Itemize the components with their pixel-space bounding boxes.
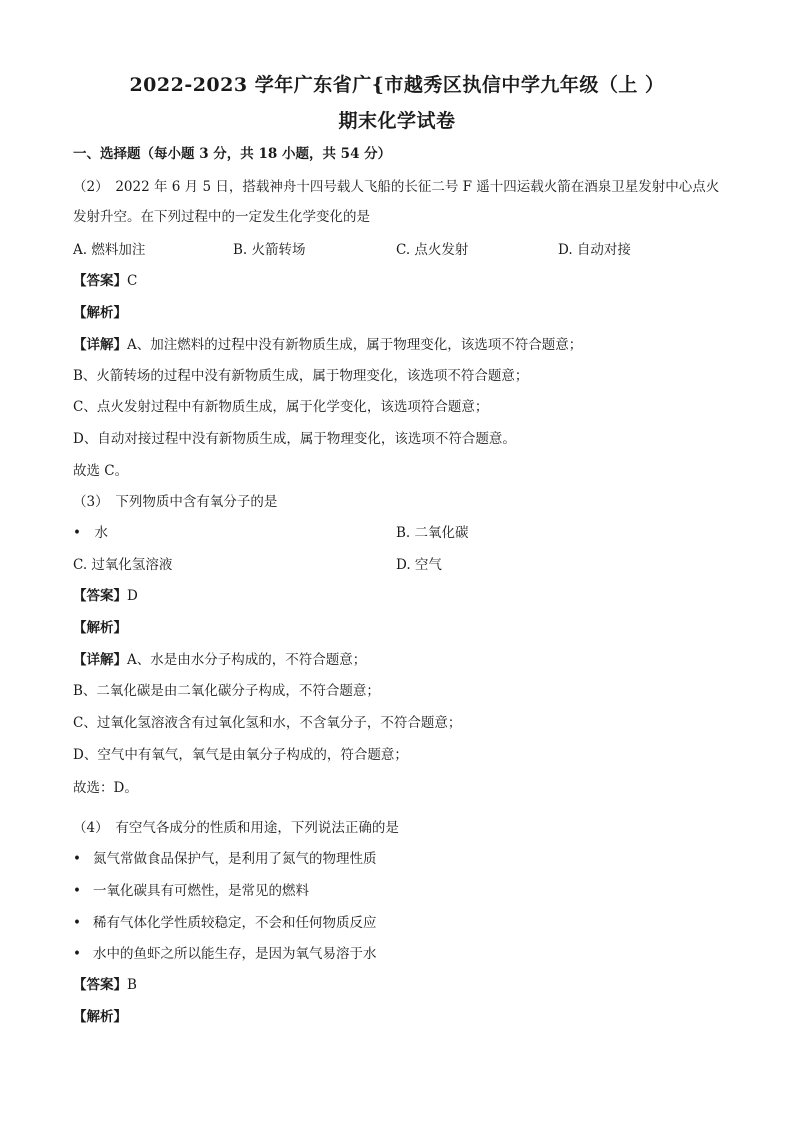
q2-answer xyxy=(73,272,137,290)
q2-option-a: A. 燃料加注 xyxy=(73,242,146,258)
detail-label: 【详解】 xyxy=(73,652,127,668)
q3-option-b: B. 二氧化碳 xyxy=(396,525,469,541)
q3-stem: （3） 下列物质中含有氧分子的是 xyxy=(73,494,278,510)
q4-stem: （4） 有空气各成分的性质和用途，下列说法正确的是 xyxy=(73,820,399,836)
q2-stem-line2: 发射升空。在下列过程中的一定发生化学变化的是 xyxy=(73,209,370,225)
page-title: 2022-2023 学年广东省广{市越秀区执信中学九年级（上 ） xyxy=(129,74,665,96)
q4-option-c xyxy=(73,914,377,932)
q2-option-b: B. 火箭转场 xyxy=(233,242,306,258)
q2-detail-line4: D、自动对接过程中没有新物质生成，属于物理变化，该选项不符合题意。 xyxy=(73,431,516,447)
option-text: 稀有气体化学性质较稳定，不会和任何物质反应 xyxy=(93,915,377,931)
answer-value: D xyxy=(127,588,138,604)
option-text: 一氧化碳具有可燃性，是常见的燃料 xyxy=(93,883,309,899)
q2-detail-line2: B、火箭转场的过程中没有新物质生成，属于物理变化，该选项不符合题意； xyxy=(73,368,529,384)
q2-option-c: C. 点火发射 xyxy=(396,242,469,258)
q4-analysis-label: 【解析】 xyxy=(73,1009,127,1025)
answer-label: 【答案】 xyxy=(73,588,127,604)
section-header: 一、选择题（每小题 3 分，共 18 小题，共 54 分） xyxy=(73,146,392,162)
option-text: 水中的鱼虾之所以能生存，是因为氧气易溶于水 xyxy=(93,946,377,962)
bullet-icon: • xyxy=(73,946,81,962)
q2-conclusion: 故选 C。 xyxy=(73,463,129,479)
option-text: 氮气常做食品保护气，是利用了氮气的物理性质 xyxy=(93,851,377,867)
page-subtitle: 期末化学试卷 xyxy=(338,110,456,132)
q3-option-a: • 水 xyxy=(73,525,108,541)
q4-option-a xyxy=(73,850,377,868)
detail-text: A、水是由水分子构成的，不符合题意； xyxy=(127,652,367,668)
detail-label: 【详解】 xyxy=(73,337,127,353)
q3-detail-line2: B、二氧化碳是由二氧化碳分子构成，不符合题意； xyxy=(73,683,380,699)
q4-option-d xyxy=(73,945,377,963)
q2-stem-line1: （2） 2022 年 6 月 5 日，搭载神舟十四号载人飞船的长征二号 F 遥十四运载火箭在酒泉卫星发射中心点火 xyxy=(73,179,720,195)
q2-detail-line3: C、点火发射过程中有新物质生成，属于化学变化，该选项符合题意； xyxy=(73,399,489,415)
answer-label: 【答案】 xyxy=(73,273,127,289)
detail-text: A、加注燃料的过程中没有新物质生成，属于物理变化，该选项不符合题意； xyxy=(127,337,583,353)
bullet-icon: • xyxy=(73,883,81,899)
q3-analysis-label: 【解析】 xyxy=(73,620,127,636)
answer-label: 【答案】 xyxy=(73,977,127,993)
q3-option-d: D. 空气 xyxy=(396,557,442,573)
q2-detail-line1 xyxy=(73,336,582,354)
answer-value: B xyxy=(127,977,137,993)
q3-detail-line4: D、空气中有氧气，氧气是由氧分子构成的，符合题意； xyxy=(73,747,408,763)
q3-option-c: C. 过氧化氢溶液 xyxy=(73,557,173,573)
q4-answer xyxy=(73,976,137,994)
q3-detail-line3: C、过氧化氢溶液含有过氧化氢和水，不含氧分子，不符合题意； xyxy=(73,715,462,731)
q2-analysis-label: 【解析】 xyxy=(73,305,127,321)
q2-option-d: D. 自动对接 xyxy=(558,242,631,258)
answer-value: C xyxy=(127,273,138,289)
q3-answer xyxy=(73,587,138,605)
bullet-icon: • xyxy=(73,915,81,931)
q3-conclusion: 故选：D。 xyxy=(73,780,138,796)
q4-option-b xyxy=(73,882,309,900)
bullet-icon: • xyxy=(73,851,81,867)
q3-detail-line1 xyxy=(73,651,366,669)
